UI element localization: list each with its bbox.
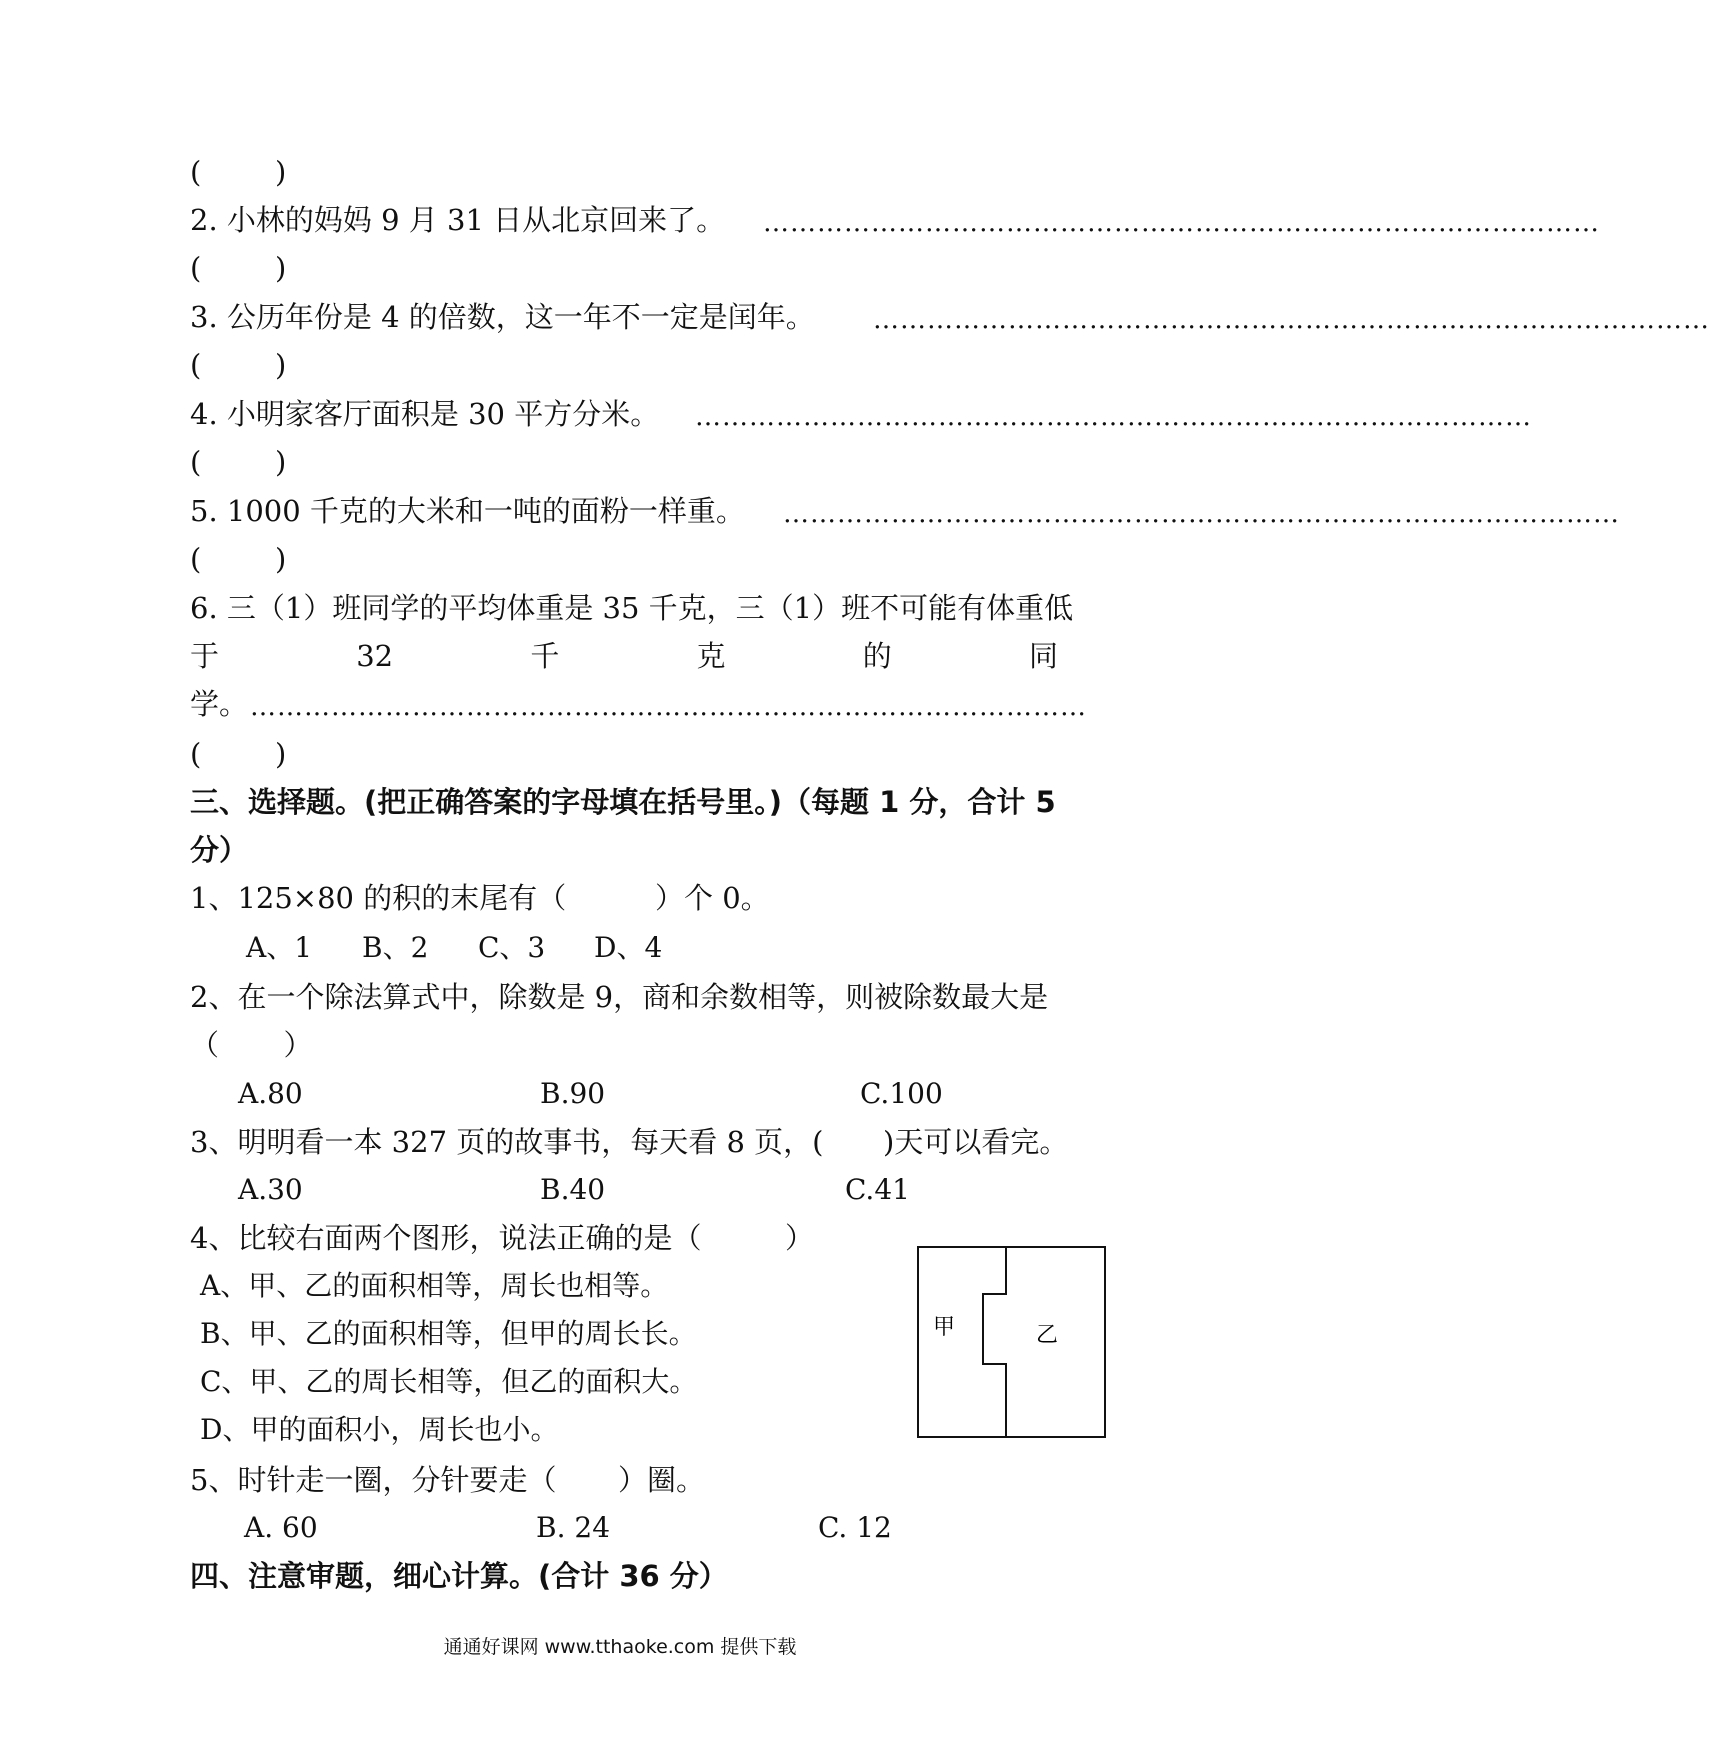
option-c[interactable]: C、甲、乙的周长相等，但乙的面积大。 xyxy=(200,1365,698,1398)
choice-question-5: 5、时针走一圈，分针要走（ xyxy=(190,1463,557,1497)
answer-blank[interactable]: ( ) xyxy=(190,737,287,771)
option-d[interactable]: D、甲的面积小，周长也小。 xyxy=(200,1413,559,1446)
answer-blank[interactable]: ( ) xyxy=(190,155,287,189)
option-c[interactable]: C. 12 xyxy=(818,1511,892,1544)
option-c[interactable]: C.100 xyxy=(860,1077,943,1110)
question-3: 3. 公历年份是 4 的倍数，这一年不一定是闰年。 xyxy=(190,300,815,334)
choice-question-4-end: ） xyxy=(785,1221,815,1255)
q6-word: 同 xyxy=(1028,639,1058,673)
question-5: 5. 1000 千克的大米和一吨的面粉一样重。 xyxy=(190,494,745,528)
dot-leader: ………………………………………………………………………………… xyxy=(250,692,1087,722)
option-a[interactable]: A.80 xyxy=(238,1077,303,1110)
choice-question-1: 1、125×80 的积的末尾有（ xyxy=(190,881,567,915)
question-6-line2 xyxy=(190,639,1058,673)
choice-question-4: 4、比较右面两个图形，说法正确的是（ xyxy=(190,1221,702,1255)
dot-leader: ………………………………………………………………………………… xyxy=(873,305,1710,335)
section-4-heading: 四、注意审题，细心计算。(合计 36 分） xyxy=(190,1559,728,1593)
dot-leader: ………………………………………………………………………………… xyxy=(695,402,1532,432)
option-b[interactable]: B. 24 xyxy=(536,1511,611,1544)
shape-comparison-figure xyxy=(917,1246,1107,1439)
choice-question-3-end: )天可以看完。 xyxy=(883,1125,1069,1159)
answer-blank[interactable]: ( ) xyxy=(190,251,287,285)
option-c[interactable]: C.41 xyxy=(845,1173,910,1206)
question-6-line3: 学。 xyxy=(190,687,249,721)
page-footer: 通通好课网 www.tthaoke.com 提供下载 xyxy=(443,1636,797,1658)
question-4: 4. 小明家客厅面积是 30 平方分米。 xyxy=(190,397,660,431)
option-c[interactable]: C、3 xyxy=(478,931,546,964)
option-a[interactable]: A.30 xyxy=(238,1173,303,1206)
section-3-heading-cont: 分） xyxy=(190,833,249,867)
q6-word: 克 xyxy=(696,639,726,673)
option-b[interactable]: B、2 xyxy=(362,931,429,964)
option-b[interactable]: B.90 xyxy=(540,1077,606,1110)
q6-word: 的 xyxy=(862,639,892,673)
option-a[interactable]: A. 60 xyxy=(244,1511,318,1544)
choice-question-3: 3、明明看一本 327 页的故事书，每天看 8 页，( xyxy=(190,1125,824,1159)
choice-question-2: 2、在一个除法算式中，除数是 9，商和余数相等，则被除数最大是 xyxy=(190,980,1049,1014)
choice-question-5-end: ）圈。 xyxy=(618,1463,706,1497)
dot-leader: ………………………………………………………………………………… xyxy=(763,208,1600,238)
option-a[interactable]: A、1 xyxy=(246,931,313,964)
answer-blank[interactable]: ( ) xyxy=(190,542,287,576)
q6-word: 千 xyxy=(530,639,560,673)
figure-label-yi: 乙 xyxy=(1036,1323,1059,1348)
option-b[interactable]: B、甲、乙的面积相等，但甲的周长长。 xyxy=(200,1317,697,1350)
dot-leader: ………………………………………………………………………………… xyxy=(783,499,1620,529)
answer-blank[interactable]: ( ) xyxy=(190,445,287,479)
choice-question-1-end: ）个 0。 xyxy=(655,881,770,915)
question-6-line1: 6. 三（1）班同学的平均体重是 35 千克，三（1）班不可能有体重低 xyxy=(190,591,1074,625)
option-d[interactable]: D、4 xyxy=(594,931,663,964)
figure-label-jia: 甲 xyxy=(933,1315,956,1340)
answer-blank[interactable]: ( ) xyxy=(190,348,287,382)
q6-word: 32 xyxy=(356,639,394,673)
question-2: 2. 小林的妈妈 9 月 31 日从北京回来了。 xyxy=(190,203,726,237)
answer-blank[interactable]: （ ） xyxy=(190,1028,313,1062)
figure-divider xyxy=(983,1247,1006,1437)
option-b[interactable]: B.40 xyxy=(540,1173,606,1206)
option-a[interactable]: A、甲、乙的面积相等，周长也相等。 xyxy=(200,1269,669,1302)
figure-outer-border xyxy=(918,1247,1105,1437)
q6-word: 于 xyxy=(190,639,220,673)
section-3-heading: 三、选择题。(把正确答案的字母填在括号里。)（每题 1 分，合计 5 xyxy=(190,785,1056,819)
